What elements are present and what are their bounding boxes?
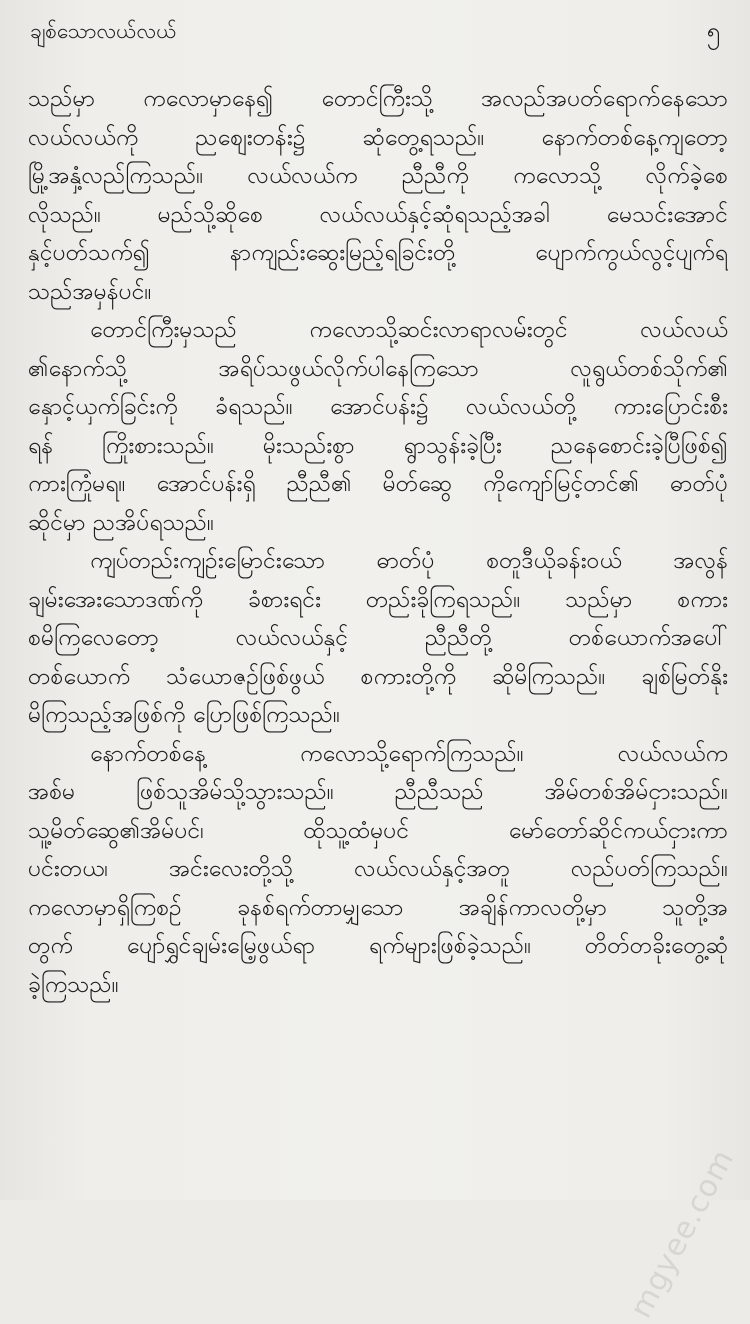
text-line: မိကြသည့်အဖြစ်ကို ပြောဖြစ်ကြသည်။ [28,702,340,728]
paragraph [28,311,728,542]
text-line: သည်အမှန်ပင်။ [28,278,152,305]
text-line: နောက်တစ်နေ့ ကလောသို့ရောက်ကြသည်။ လယ်လယ်က [90,740,728,767]
paragraph [28,735,728,1005]
text-line: ဆိုင်မှာ ညအိပ်ရသည်။ [28,509,215,536]
running-title: ချစ်သောလယ်လယ် [30,19,177,43]
text-line: မြို့အနှံ့လည်ကြသည်။ လယ်လယ်က ညီညီကို ကလောသို့ လိုက်ခဲ့စေ [28,163,728,189]
text-line: ပင်းတယ၊ အင်းလေးတို့သို့ လယ်လယ်နှင့်အတူ လည်ပတ်ကြသည်။ [28,856,728,882]
text-line: တစ်ယောက် သံယောဇဉ်ဖြစ်ဖွယ် စကားတို့ကို ဆိုမိကြသည်။ ချစ်မြတ်နိုး [28,663,728,690]
text-line: ကျပ်တည်းကျဉ်းမြောင်းသော ဓာတ်ပုံ စတူဒီယိုခန်းဝယ် အလွန် [90,548,728,574]
text-line: လိုသည်။ မည်သို့ဆိုစေ လယ်လယ်နှင့်ဆုံရသည့်အခါ မေသင်းအောင် [28,201,728,228]
text-line: ချမ်းအေးသောဒဏ်ကို ခံစားရင်း တည်းခိုကြရသည်။ သည်မှာ စကား [28,586,728,613]
watermark: mgyee.com [623,1143,742,1324]
text-line: လယ်လယ်ကို ညစျေးတန်း၌ ဆုံတွေ့ရသည်။ နောက်တစ်နေ့ကျတော့ [28,124,728,151]
body-text [28,80,728,1004]
text-line: အစ်မ ဖြစ်သူအိမ်သို့သွားသည်။ ညီညီသည် အိမ်တစ်အိမ်ငှားသည်။ [28,779,728,805]
text-line: တောင်ကြီးမှသည် ကလောသို့ဆင်းလာရာလမ်းတွင် လယ်လယ် [90,317,728,343]
text-line: စမိကြလေတော့ လယ်လယ်နှင့် ညီညီတို့ တစ်ယောက်အပေါ် [28,625,728,651]
text-line: ၏နောက်သို့ အရိပ်သဖွယ်လိုက်ပါနေကြသော လူရွယ်တစ်သိုက်၏ [28,355,728,382]
page-number: ၅ [706,17,720,45]
text-line: ကားကြုံမရ။ အောင်ပန်းရှိ ညီညီ၏ မိတ်ဆွေ ကိုကျော်မြင့်တင်၏ ဓာတ်ပုံ [28,471,728,497]
text-line: နှောင့်ယှက်ခြင်းကို ခံရသည်။ အောင်ပန်း၌ လယ်လယ်တို့ ကားပြောင်းစီး [28,394,728,420]
text-line: နှင့်ပတ်သက်၍ နာကျည်းဆွေးမြည့်ရခြင်းတို့ ပျောက်ကွယ်လွင့်ပျက်ရ [28,240,728,266]
paragraph [28,542,728,735]
text-line: ကလောမှာရှိကြစဉ် ခုနစ်ရက်တာမျှသော အချိန်ကာလတို့မှာ သူတို့အ [28,894,728,921]
text-line: သူ့မိတ်ဆွေ၏အိမ်ပင်၊ ထိုသူ့ထံမှပင် မော်တော်ဆိုင်ကယ်ငှားကာ [28,817,728,844]
text-line: တွက် ပျော်ရွှင်ချမ်းမြေ့ဖွယ်ရာ ရက်များဖြစ်ခဲ့သည်။ တိတ်တခိုးတွေ့ဆုံ [28,933,728,959]
text-line: ရန် ကြိုးစားသည်။ မိုးသည်းစွာ ရွာသွန်းခဲ့ပြီး ညနေစောင်းခဲ့ပြီဖြစ်၍ [28,432,728,459]
text-line: သည်မှာ ကလောမှာနေ၍ တောင်ကြီးသို့ အလည်အပတ်ရောက်နေသော [28,86,728,112]
paragraph [28,80,728,311]
text-line: ခဲ့ကြသည်။ [28,971,119,998]
